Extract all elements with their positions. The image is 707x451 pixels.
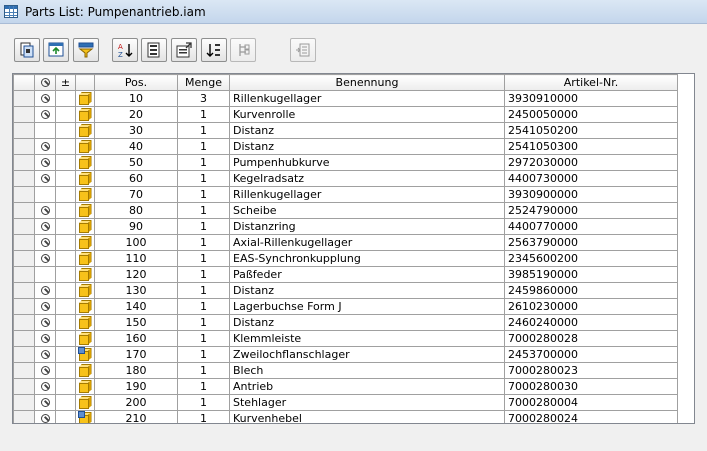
override-cell xyxy=(56,315,76,331)
pin-icon xyxy=(41,174,50,183)
pin-cell xyxy=(35,347,56,363)
pos-cell[interactable]: 150 xyxy=(95,315,178,331)
override-cell xyxy=(56,283,76,299)
artikel-nr-cell[interactable]: 2460240000 xyxy=(505,315,678,331)
part-icon xyxy=(78,107,93,122)
row-selector[interactable] xyxy=(14,315,35,331)
bom-view-icon xyxy=(295,42,311,58)
pin-cell xyxy=(35,379,56,395)
override-cell xyxy=(56,379,76,395)
artikel-nr-cell[interactable]: 2610230000 xyxy=(505,299,678,315)
pos-cell[interactable]: 90 xyxy=(95,219,178,235)
part-icon xyxy=(78,379,93,394)
svg-text:Z: Z xyxy=(118,51,123,58)
bom-view-button[interactable] xyxy=(290,38,316,62)
table-header-row xyxy=(14,75,678,91)
pin-icon xyxy=(41,222,50,231)
pin-cell xyxy=(35,267,56,283)
artikel-nr-cell[interactable]: 4400730000 xyxy=(505,171,678,187)
pin-cell xyxy=(35,235,56,251)
pin-icon xyxy=(41,158,50,167)
component-type-cell xyxy=(76,411,95,425)
row-selector[interactable] xyxy=(14,107,35,123)
component-type-cell xyxy=(76,395,95,411)
table-row[interactable] xyxy=(14,251,678,267)
row-selector[interactable] xyxy=(14,299,35,315)
pin-cell xyxy=(35,363,56,379)
override-cell xyxy=(56,107,76,123)
pin-cell xyxy=(35,331,56,347)
part-icon xyxy=(78,251,93,266)
component-type-cell xyxy=(76,331,95,347)
component-type-cell xyxy=(76,283,95,299)
benennung-cell[interactable]: Rillenkugellager xyxy=(230,91,505,107)
table-row[interactable] xyxy=(14,171,678,187)
table-row[interactable] xyxy=(14,203,678,219)
artikel-nr-cell[interactable]: 7000280004 xyxy=(505,395,678,411)
override-cell xyxy=(56,219,76,235)
artikel-nr-cell[interactable]: 2972030000 xyxy=(505,155,678,171)
benennung-cell[interactable]: Kurvenhebel xyxy=(230,411,505,425)
menge-cell[interactable]: 1 xyxy=(178,267,230,283)
menge-cell[interactable]: 1 xyxy=(178,155,230,171)
export-table-button[interactable] xyxy=(43,38,69,62)
override-cell xyxy=(56,203,76,219)
menge-cell[interactable]: 1 xyxy=(178,171,230,187)
pos-cell[interactable]: 210 xyxy=(95,411,178,425)
menge-cell[interactable]: 1 xyxy=(178,299,230,315)
table-row[interactable] xyxy=(14,91,678,107)
artikel-nr-cell[interactable]: 3930910000 xyxy=(505,91,678,107)
benennung-cell[interactable]: Kurvenrolle xyxy=(230,107,505,123)
properties-icon xyxy=(176,42,192,58)
pos-cell[interactable]: 180 xyxy=(95,363,178,379)
benennung-cell[interactable]: Distanz xyxy=(230,123,505,139)
artikel-nr-cell[interactable]: 2450050000 xyxy=(505,107,678,123)
header-benennung[interactable]: Benennung xyxy=(230,75,505,91)
component-type-cell xyxy=(76,139,95,155)
row-selector[interactable] xyxy=(14,331,35,347)
part-icon xyxy=(78,235,93,250)
pin-icon xyxy=(41,110,50,119)
header-override[interactable]: ± xyxy=(56,75,76,91)
table-row[interactable] xyxy=(14,155,678,171)
override-cell xyxy=(56,187,76,203)
pin-cell xyxy=(35,123,56,139)
part-icon xyxy=(78,363,93,378)
row-selector[interactable] xyxy=(14,379,35,395)
benennung-cell[interactable]: Scheibe xyxy=(230,203,505,219)
pin-icon xyxy=(41,206,50,215)
benennung-cell[interactable]: Klemmleiste xyxy=(230,331,505,347)
pin-cell xyxy=(35,203,56,219)
override-cell xyxy=(56,139,76,155)
override-cell xyxy=(56,155,76,171)
merge-rows-icon xyxy=(235,42,251,58)
row-selector[interactable] xyxy=(14,139,35,155)
menge-cell[interactable]: 1 xyxy=(178,315,230,331)
table-row[interactable] xyxy=(14,379,678,395)
benennung-cell[interactable]: Rillenkugellager xyxy=(230,187,505,203)
pos-cell[interactable]: 30 xyxy=(95,123,178,139)
pos-cell[interactable]: 200 xyxy=(95,395,178,411)
pin-icon xyxy=(41,350,50,359)
table-row[interactable] xyxy=(14,395,678,411)
assembly-icon xyxy=(78,411,93,424)
parts-list-grid xyxy=(12,73,695,424)
artikel-nr-cell[interactable]: 7000280023 xyxy=(505,363,678,379)
part-icon xyxy=(78,91,93,106)
menge-cell[interactable]: 1 xyxy=(178,331,230,347)
table-row[interactable] xyxy=(14,363,678,379)
pos-cell[interactable]: 100 xyxy=(95,235,178,251)
override-cell xyxy=(56,395,76,411)
benennung-cell[interactable]: Distanz xyxy=(230,139,505,155)
artikel-nr-cell[interactable]: 2453700000 xyxy=(505,347,678,363)
sort-button[interactable] xyxy=(112,38,138,62)
benennung-cell[interactable]: Blech xyxy=(230,363,505,379)
parts-table xyxy=(13,74,678,424)
pin-cell xyxy=(35,251,56,267)
pin-cell xyxy=(35,315,56,331)
pos-cell[interactable]: 110 xyxy=(95,251,178,267)
header-menge[interactable]: Menge xyxy=(178,75,230,91)
artikel-nr-cell[interactable]: 2563790000 xyxy=(505,235,678,251)
override-cell xyxy=(56,91,76,107)
benennung-cell[interactable]: Kegelradsatz xyxy=(230,171,505,187)
pos-cell[interactable]: 20 xyxy=(95,107,178,123)
pin-icon xyxy=(41,142,50,151)
benennung-cell[interactable]: EAS-Synchronkupplung xyxy=(230,251,505,267)
sort-icon xyxy=(117,42,133,58)
pin-icon xyxy=(41,302,50,311)
pin-icon xyxy=(41,78,50,87)
pin-icon xyxy=(41,286,50,295)
table-row[interactable] xyxy=(14,187,678,203)
component-type-cell xyxy=(76,347,95,363)
pos-cell[interactable]: 70 xyxy=(95,187,178,203)
component-type-cell xyxy=(76,299,95,315)
part-icon xyxy=(78,283,93,298)
export-table-icon xyxy=(48,42,64,58)
menge-cell[interactable]: 1 xyxy=(178,251,230,267)
part-icon xyxy=(78,315,93,330)
pin-icon xyxy=(41,382,50,391)
menge-cell[interactable]: 1 xyxy=(178,411,230,425)
header-artikel-nr[interactable]: Artikel-Nr. xyxy=(505,75,678,91)
part-icon xyxy=(78,331,93,346)
component-type-cell xyxy=(76,203,95,219)
group-settings-icon xyxy=(206,42,222,58)
part-icon xyxy=(78,123,93,138)
pin-cell xyxy=(35,299,56,315)
table-row[interactable] xyxy=(14,123,678,139)
row-selector[interactable] xyxy=(14,203,35,219)
pin-cell xyxy=(35,155,56,171)
benennung-cell[interactable]: Distanz xyxy=(230,315,505,331)
component-type-cell xyxy=(76,235,95,251)
part-icon xyxy=(78,187,93,202)
column-chooser-icon xyxy=(78,42,94,58)
pin-icon xyxy=(41,318,50,327)
component-type-cell xyxy=(76,219,95,235)
component-type-cell xyxy=(76,123,95,139)
pos-cell[interactable]: 50 xyxy=(95,155,178,171)
override-cell xyxy=(56,363,76,379)
benennung-cell[interactable]: Zweilochflanschlager xyxy=(230,347,505,363)
toolbar xyxy=(0,24,707,72)
override-cell xyxy=(56,251,76,267)
benennung-cell[interactable]: Stehlager xyxy=(230,395,505,411)
pos-cell[interactable]: 10 xyxy=(95,91,178,107)
menge-cell[interactable]: 1 xyxy=(178,123,230,139)
component-type-cell xyxy=(76,107,95,123)
artikel-nr-cell[interactable]: 2541050300 xyxy=(505,139,678,155)
row-selector[interactable] xyxy=(14,267,35,283)
override-cell xyxy=(56,331,76,347)
pin-cell xyxy=(35,171,56,187)
part-icon xyxy=(78,299,93,314)
part-icon xyxy=(78,267,93,282)
row-selector[interactable] xyxy=(14,219,35,235)
benennung-cell[interactable]: Paßfeder xyxy=(230,267,505,283)
artikel-nr-cell[interactable]: 3930900000 xyxy=(505,187,678,203)
row-selector[interactable] xyxy=(14,395,35,411)
pin-icon xyxy=(41,366,50,375)
artikel-nr-cell[interactable]: 4400770000 xyxy=(505,219,678,235)
row-selector[interactable] xyxy=(14,235,35,251)
override-cell xyxy=(56,411,76,425)
table-row[interactable] xyxy=(14,347,678,363)
menge-cell[interactable]: 1 xyxy=(178,347,230,363)
pos-cell[interactable]: 40 xyxy=(95,139,178,155)
row-selector[interactable] xyxy=(14,155,35,171)
table-row[interactable] xyxy=(14,283,678,299)
properties-button[interactable] xyxy=(171,38,197,62)
artikel-nr-cell[interactable]: 2459860000 xyxy=(505,283,678,299)
parts-list-icon xyxy=(4,5,18,18)
pin-cell xyxy=(35,91,56,107)
header-icon[interactable] xyxy=(76,75,95,91)
svg-text:A: A xyxy=(118,43,123,51)
pin-cell xyxy=(35,107,56,123)
pin-icon xyxy=(41,94,50,103)
menge-cell[interactable]: 1 xyxy=(178,219,230,235)
pin-cell xyxy=(35,187,56,203)
pos-cell[interactable]: 190 xyxy=(95,379,178,395)
pos-cell[interactable]: 120 xyxy=(95,267,178,283)
artikel-nr-cell[interactable]: 2541050200 xyxy=(505,123,678,139)
component-type-cell xyxy=(76,267,95,283)
header-pos[interactable]: Pos. xyxy=(95,75,178,91)
group-settings-button[interactable] xyxy=(201,38,227,62)
filter-items-icon xyxy=(19,42,35,58)
menge-cell[interactable]: 1 xyxy=(178,187,230,203)
pin-icon xyxy=(41,398,50,407)
assembly-icon xyxy=(78,347,93,362)
menge-cell[interactable]: 1 xyxy=(178,203,230,219)
pin-icon xyxy=(41,334,50,343)
benennung-cell[interactable]: Axial-Rillenkugellager xyxy=(230,235,505,251)
row-selector[interactable] xyxy=(14,123,35,139)
component-type-cell xyxy=(76,171,95,187)
component-type-cell xyxy=(76,187,95,203)
filter-items-button[interactable] xyxy=(14,38,40,62)
component-type-cell xyxy=(76,251,95,267)
override-cell xyxy=(56,267,76,283)
component-type-cell xyxy=(76,315,95,331)
row-selector[interactable] xyxy=(14,283,35,299)
menge-cell[interactable]: 1 xyxy=(178,379,230,395)
pin-cell xyxy=(35,139,56,155)
window-title: Parts List: Pumpenantrieb.iam xyxy=(25,5,206,19)
pos-cell[interactable]: 130 xyxy=(95,283,178,299)
override-cell xyxy=(56,235,76,251)
artikel-nr-cell[interactable]: 3985190000 xyxy=(505,267,678,283)
artikel-nr-cell[interactable]: 7000280028 xyxy=(505,331,678,347)
pos-cell[interactable]: 170 xyxy=(95,347,178,363)
pos-cell[interactable]: 140 xyxy=(95,299,178,315)
row-selector[interactable] xyxy=(14,411,35,425)
pin-icon xyxy=(41,254,50,263)
row-selector[interactable] xyxy=(14,171,35,187)
pos-cell[interactable]: 160 xyxy=(95,331,178,347)
artikel-nr-cell[interactable]: 7000280024 xyxy=(505,411,678,425)
benennung-cell[interactable]: Antrieb xyxy=(230,379,505,395)
pos-cell[interactable]: 60 xyxy=(95,171,178,187)
menge-cell[interactable]: 1 xyxy=(178,395,230,411)
pin-cell xyxy=(35,411,56,425)
menge-cell[interactable]: 1 xyxy=(178,363,230,379)
column-chooser-button[interactable] xyxy=(73,38,99,62)
table-row[interactable] xyxy=(14,235,678,251)
part-icon xyxy=(78,139,93,154)
row-selector[interactable] xyxy=(14,363,35,379)
part-icon xyxy=(78,171,93,186)
component-type-cell xyxy=(76,363,95,379)
pin-cell xyxy=(35,219,56,235)
renumber-icon xyxy=(146,42,162,58)
component-type-cell xyxy=(76,155,95,171)
menge-cell[interactable]: 1 xyxy=(178,235,230,251)
menge-cell[interactable]: 3 xyxy=(178,91,230,107)
renumber-button[interactable] xyxy=(141,38,167,62)
row-selector[interactable] xyxy=(14,91,35,107)
artikel-nr-cell[interactable]: 2345600200 xyxy=(505,251,678,267)
table-row[interactable] xyxy=(14,331,678,347)
row-selector[interactable] xyxy=(14,187,35,203)
override-cell xyxy=(56,299,76,315)
artikel-nr-cell[interactable]: 7000280030 xyxy=(505,379,678,395)
table-row[interactable] xyxy=(14,107,678,123)
part-icon xyxy=(78,203,93,218)
pin-icon xyxy=(41,414,50,423)
menge-cell[interactable]: 1 xyxy=(178,107,230,123)
pin-cell xyxy=(35,283,56,299)
part-icon xyxy=(78,395,93,410)
pin-icon xyxy=(41,238,50,247)
part-icon xyxy=(78,155,93,170)
benennung-cell[interactable]: Distanz xyxy=(230,283,505,299)
benennung-cell[interactable]: Lagerbuchse Form J xyxy=(230,299,505,315)
merge-rows-button[interactable] xyxy=(230,38,256,62)
header-row-selector[interactable] xyxy=(14,75,35,91)
row-selector[interactable] xyxy=(14,347,35,363)
override-cell xyxy=(56,123,76,139)
artikel-nr-cell[interactable]: 2524790000 xyxy=(505,203,678,219)
part-icon xyxy=(78,219,93,234)
table-row[interactable] xyxy=(14,315,678,331)
row-selector[interactable] xyxy=(14,251,35,267)
header-pin[interactable] xyxy=(35,75,56,91)
title-bar xyxy=(0,0,707,24)
benennung-cell[interactable]: Distanzring xyxy=(230,219,505,235)
component-type-cell xyxy=(76,91,95,107)
table-row[interactable] xyxy=(14,267,678,283)
menge-cell[interactable]: 1 xyxy=(178,283,230,299)
table-row[interactable] xyxy=(14,139,678,155)
table-row[interactable] xyxy=(14,219,678,235)
override-cell xyxy=(56,347,76,363)
table-row[interactable] xyxy=(14,411,678,425)
menge-cell[interactable]: 1 xyxy=(178,139,230,155)
override-cell xyxy=(56,171,76,187)
pos-cell[interactable]: 80 xyxy=(95,203,178,219)
table-row[interactable] xyxy=(14,299,678,315)
benennung-cell[interactable]: Pumpenhubkurve xyxy=(230,155,505,171)
pin-cell xyxy=(35,395,56,411)
component-type-cell xyxy=(76,379,95,395)
